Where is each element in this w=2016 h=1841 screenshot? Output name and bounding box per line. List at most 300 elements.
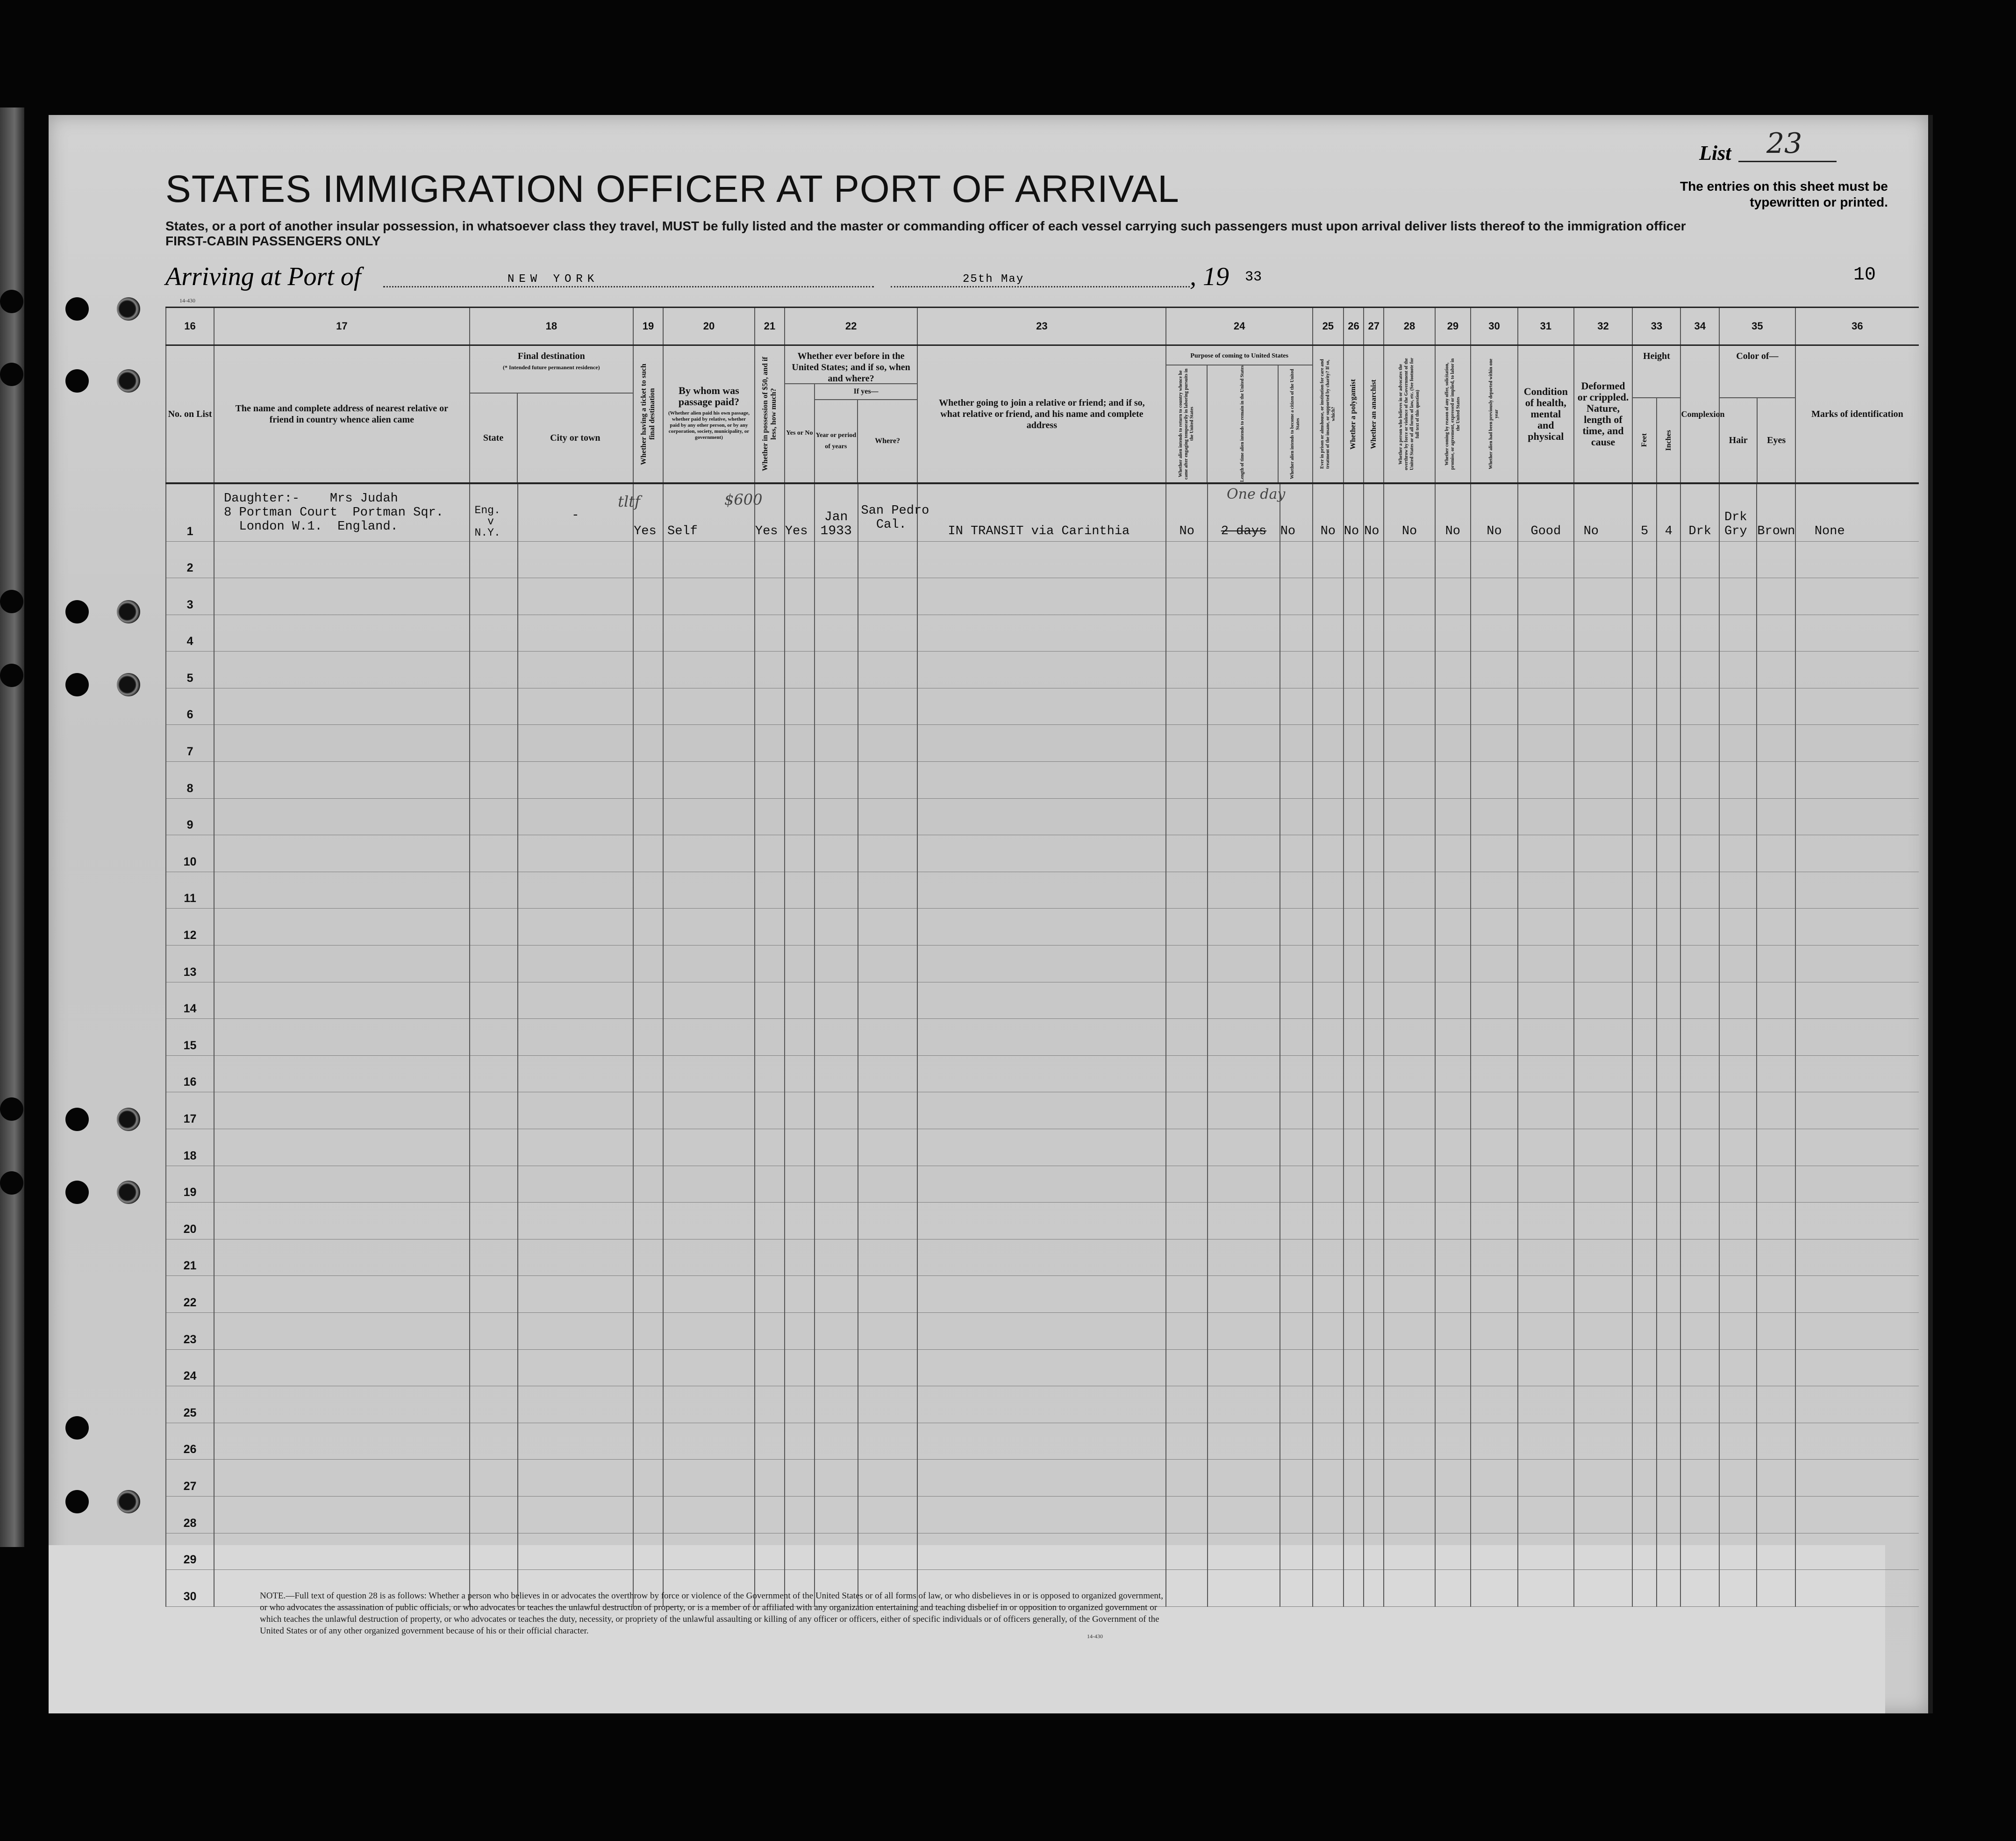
empty-cell xyxy=(1757,615,1795,652)
empty-cell xyxy=(1344,1055,1364,1092)
row-number: 24 xyxy=(166,1349,214,1386)
empty-cell xyxy=(755,1349,785,1386)
empty-cell xyxy=(1471,1570,1518,1607)
empty-cell xyxy=(1657,578,1681,615)
empty-cell xyxy=(1657,835,1681,872)
empty-cell xyxy=(1280,1460,1313,1497)
empty-cell xyxy=(917,1312,1166,1349)
empty-cell xyxy=(1208,1276,1280,1313)
colnum: 24 xyxy=(1166,308,1312,345)
empty-cell xyxy=(1518,982,1574,1019)
empty-cell xyxy=(1574,578,1633,615)
row-number: 11 xyxy=(166,872,214,909)
empty-cell xyxy=(1757,1570,1795,1607)
table-row xyxy=(166,1129,1919,1166)
empty-cell xyxy=(470,798,518,835)
empty-cell xyxy=(1166,1019,1208,1056)
empty-cell xyxy=(1680,798,1719,835)
cell-q28: No xyxy=(1384,483,1435,541)
empty-cell xyxy=(214,1055,469,1092)
empty-cell xyxy=(1518,1460,1574,1497)
table-row xyxy=(166,483,1919,541)
empty-cell xyxy=(1166,1239,1208,1276)
header-possession-50 xyxy=(755,345,785,484)
empty-cell xyxy=(1208,1496,1280,1533)
height-title: Height xyxy=(1633,346,1680,398)
empty-cell xyxy=(1632,688,1657,725)
empty-cell xyxy=(633,1019,663,1056)
empty-cell xyxy=(1280,1092,1313,1129)
empty-cell xyxy=(858,1019,918,1056)
empty-cell xyxy=(633,1239,663,1276)
table-row xyxy=(166,1092,1919,1129)
empty-cell xyxy=(214,1460,469,1497)
empty-cell xyxy=(1344,578,1364,615)
empty-cell xyxy=(1364,578,1384,615)
empty-cell xyxy=(785,1203,815,1239)
empty-cell xyxy=(815,835,858,872)
handwritten-mark: tltf xyxy=(618,493,640,510)
empty-cell xyxy=(1208,835,1280,872)
empty-cell xyxy=(1518,1312,1574,1349)
empty-cell xyxy=(785,1460,815,1497)
empty-cell xyxy=(917,798,1166,835)
empty-cell xyxy=(1471,1496,1518,1533)
empty-cell xyxy=(1384,1386,1435,1423)
empty-cell xyxy=(663,1276,755,1313)
empty-cell xyxy=(1166,1312,1208,1349)
empty-cell xyxy=(755,1239,785,1276)
empty-cell xyxy=(1471,1312,1518,1349)
empty-cell xyxy=(755,835,785,872)
empty-cell xyxy=(1471,1239,1518,1276)
empty-cell xyxy=(815,1533,858,1570)
binder-hole xyxy=(117,1181,140,1204)
empty-cell xyxy=(518,1203,633,1239)
table-row xyxy=(166,652,1919,688)
empty-cell xyxy=(1208,652,1280,688)
empty-cell xyxy=(1719,652,1757,688)
empty-cell xyxy=(1344,946,1364,982)
empty-cell xyxy=(1657,1092,1681,1129)
empty-cell xyxy=(1657,1166,1681,1203)
table-row xyxy=(166,1423,1919,1460)
cell-ticket xyxy=(618,483,663,541)
empty-cell xyxy=(858,762,918,799)
column-number-row xyxy=(166,308,1919,345)
empty-cell xyxy=(858,909,918,946)
empty-cell xyxy=(1657,1129,1681,1166)
empty-cell xyxy=(470,1386,518,1423)
empty-cell xyxy=(1680,578,1719,615)
page-title: STATES IMMIGRATION OFFICER AT PORT OF ARRIVAL xyxy=(165,168,1180,210)
empty-cell xyxy=(1632,725,1657,762)
cell-length-of-stay-text: 2 days xyxy=(1221,524,1266,538)
cell-citizen-intent: No xyxy=(1280,483,1313,541)
empty-cell xyxy=(1757,1423,1795,1460)
empty-cell xyxy=(1435,1019,1471,1056)
binder-hole xyxy=(0,1171,23,1195)
empty-cell xyxy=(1757,541,1795,578)
cabin-class: FIRST-CABIN PASSENGERS ONLY xyxy=(165,234,381,248)
empty-cell xyxy=(633,1166,663,1203)
empty-cell xyxy=(1574,1570,1633,1607)
table-row xyxy=(166,1276,1919,1313)
column-header-row xyxy=(166,345,1919,484)
empty-cell xyxy=(1364,946,1384,982)
header-polygamist-text: Whether a polygamist xyxy=(1349,379,1358,450)
cell-polygamist: No xyxy=(1344,483,1364,541)
cell-before-year-text: Jan 1933 xyxy=(820,509,852,538)
empty-cell xyxy=(1364,541,1384,578)
empty-cell xyxy=(1719,1312,1757,1349)
header-hair: Hair xyxy=(1729,435,1748,445)
empty-cell xyxy=(633,1423,663,1460)
empty-cell xyxy=(1518,578,1574,615)
empty-cell xyxy=(1795,1496,1919,1533)
empty-cell xyxy=(815,578,858,615)
empty-cell xyxy=(1657,1533,1681,1570)
empty-cell xyxy=(1435,1423,1471,1460)
year-suffix: 33 xyxy=(1245,269,1262,285)
empty-cell xyxy=(633,1460,663,1497)
empty-cell xyxy=(1471,652,1518,688)
empty-cell xyxy=(785,798,815,835)
empty-cell xyxy=(1657,762,1681,799)
empty-cell xyxy=(858,872,918,909)
cell-hair xyxy=(1719,483,1757,541)
colnum: 16 xyxy=(166,308,214,345)
binder-hole xyxy=(65,297,89,321)
empty-cell xyxy=(663,541,755,578)
empty-cell xyxy=(755,1460,785,1497)
empty-cell xyxy=(815,1239,858,1276)
empty-cell xyxy=(1518,725,1574,762)
empty-cell xyxy=(1632,1496,1657,1533)
empty-cell xyxy=(917,1423,1166,1460)
empty-cell xyxy=(1795,1239,1919,1276)
empty-cell xyxy=(1657,725,1681,762)
empty-cell xyxy=(1313,1533,1344,1570)
empty-cell xyxy=(1632,835,1657,872)
empty-cell xyxy=(1313,762,1344,799)
empty-cell xyxy=(1680,1570,1719,1607)
empty-cell xyxy=(1384,578,1435,615)
empty-cell xyxy=(1166,909,1208,946)
table-row xyxy=(166,798,1919,835)
empty-cell xyxy=(1313,1496,1344,1533)
empty-cell xyxy=(470,872,518,909)
header-health: Condition of health, mental and physical xyxy=(1518,345,1574,484)
empty-cell xyxy=(470,578,518,615)
empty-cell xyxy=(1280,909,1313,946)
empty-cell xyxy=(1518,798,1574,835)
empty-cell xyxy=(1574,835,1633,872)
empty-cell xyxy=(1166,615,1208,652)
empty-cell xyxy=(1574,1276,1633,1313)
empty-cell xyxy=(1344,798,1364,835)
row-number: 19 xyxy=(166,1166,214,1203)
empty-cell xyxy=(633,1312,663,1349)
row-number: 12 xyxy=(166,909,214,946)
empty-cell xyxy=(1364,835,1384,872)
empty-cell xyxy=(815,1312,858,1349)
empty-cell xyxy=(1208,1203,1280,1239)
empty-cell xyxy=(1313,1349,1344,1386)
empty-cell xyxy=(917,652,1166,688)
empty-cell xyxy=(1384,1166,1435,1203)
empty-cell xyxy=(785,1496,815,1533)
empty-cell xyxy=(518,1386,633,1423)
table-row xyxy=(166,982,1919,1019)
empty-cell xyxy=(858,982,918,1019)
empty-cell xyxy=(214,725,469,762)
empty-cell xyxy=(1435,541,1471,578)
empty-cell xyxy=(1632,1203,1657,1239)
empty-cell xyxy=(785,652,815,688)
table-row xyxy=(166,688,1919,725)
empty-cell xyxy=(755,872,785,909)
empty-cell xyxy=(1166,946,1208,982)
empty-cell xyxy=(785,1055,815,1092)
empty-cell xyxy=(1471,1092,1518,1129)
empty-cell xyxy=(1518,1496,1574,1533)
empty-cell xyxy=(518,1276,633,1313)
empty-cell xyxy=(1518,688,1574,725)
empty-cell xyxy=(815,688,858,725)
empty-cell xyxy=(1313,1203,1344,1239)
empty-cell xyxy=(633,946,663,982)
empty-cell xyxy=(1518,1055,1574,1092)
empty-cell xyxy=(1757,835,1795,872)
empty-cell xyxy=(1364,982,1384,1019)
empty-cell xyxy=(1280,578,1313,615)
empty-cell xyxy=(1280,615,1313,652)
empty-cell xyxy=(917,762,1166,799)
colnum: 35 xyxy=(1719,308,1795,345)
empty-cell xyxy=(1574,1460,1633,1497)
empty-cell xyxy=(1518,1092,1574,1129)
row-number: 26 xyxy=(166,1423,214,1460)
empty-cell xyxy=(1518,835,1574,872)
empty-cell xyxy=(1344,1276,1364,1313)
empty-cell xyxy=(1280,1570,1313,1607)
empty-cell xyxy=(1208,1570,1280,1607)
empty-cell xyxy=(633,1129,663,1166)
row-number: 30 xyxy=(166,1570,214,1607)
empty-cell xyxy=(755,615,785,652)
empty-cell xyxy=(1632,1166,1657,1203)
empty-cell xyxy=(1435,1092,1471,1129)
table-row xyxy=(166,1496,1919,1533)
empty-cell xyxy=(663,652,755,688)
empty-cell xyxy=(1574,872,1633,909)
empty-cell xyxy=(214,1239,469,1276)
empty-cell xyxy=(663,982,755,1019)
empty-cell xyxy=(1471,578,1518,615)
form-number: 14-430 xyxy=(179,297,195,304)
empty-cell xyxy=(1795,946,1919,982)
empty-cell xyxy=(1344,1019,1364,1056)
empty-cell xyxy=(1280,1423,1313,1460)
empty-cell xyxy=(663,1166,755,1203)
empty-cell xyxy=(470,1166,518,1203)
empty-cell xyxy=(755,1019,785,1056)
table-row xyxy=(166,1203,1919,1239)
empty-cell xyxy=(1574,1533,1633,1570)
empty-cell xyxy=(663,835,755,872)
empty-cell xyxy=(917,1055,1166,1092)
colnum: 31 xyxy=(1518,308,1574,345)
empty-cell xyxy=(1757,688,1795,725)
empty-cell xyxy=(755,1423,785,1460)
empty-cell xyxy=(1344,1312,1364,1349)
empty-cell xyxy=(1344,541,1364,578)
cell-q30: No xyxy=(1471,483,1518,541)
table-row xyxy=(166,1019,1919,1056)
empty-cell xyxy=(1657,1239,1681,1276)
empty-cell xyxy=(1632,1092,1657,1129)
empty-cell xyxy=(1364,1276,1384,1313)
empty-cell xyxy=(518,1166,633,1203)
empty-cell xyxy=(785,835,815,872)
empty-cell xyxy=(1208,946,1280,982)
empty-cell xyxy=(1471,1349,1518,1386)
empty-cell xyxy=(470,1349,518,1386)
empty-cell xyxy=(1384,1496,1435,1533)
empty-cell xyxy=(633,578,663,615)
empty-cell xyxy=(214,1386,469,1423)
empty-cell xyxy=(470,1312,518,1349)
header-complexion: Complexion xyxy=(1680,345,1719,484)
empty-cell xyxy=(1471,1276,1518,1313)
empty-cell xyxy=(1166,1496,1208,1533)
empty-cell xyxy=(1719,909,1757,946)
empty-cell xyxy=(1471,1055,1518,1092)
empty-cell xyxy=(1344,1496,1364,1533)
header-city: City or town xyxy=(517,394,633,482)
empty-cell xyxy=(518,1055,633,1092)
empty-cell xyxy=(1680,1349,1719,1386)
empty-cell xyxy=(1166,1166,1208,1203)
empty-cell xyxy=(1208,541,1280,578)
port-value: NEW YORK xyxy=(508,273,599,286)
header-polygamist xyxy=(1344,345,1364,484)
empty-cell xyxy=(1280,1276,1313,1313)
empty-cell xyxy=(1518,1349,1574,1386)
empty-cell xyxy=(1364,1570,1384,1607)
empty-cell xyxy=(1795,541,1919,578)
empty-cell xyxy=(755,1203,785,1239)
empty-cell xyxy=(1313,909,1344,946)
cell-before-year xyxy=(815,483,858,541)
empty-cell xyxy=(1680,652,1719,688)
empty-cell xyxy=(1435,1203,1471,1239)
table-row xyxy=(166,1349,1919,1386)
empty-cell xyxy=(1384,615,1435,652)
empty-cell xyxy=(1574,1166,1633,1203)
empty-cell xyxy=(1435,1533,1471,1570)
colnum: 32 xyxy=(1574,308,1633,345)
empty-cell xyxy=(1364,1055,1384,1092)
empty-cell xyxy=(785,1386,815,1423)
table-row xyxy=(166,615,1919,652)
empty-cell xyxy=(1719,725,1757,762)
colnum: 25 xyxy=(1313,308,1344,345)
empty-cell xyxy=(1280,835,1313,872)
empty-cell xyxy=(1632,578,1657,615)
empty-cell xyxy=(1574,1496,1633,1533)
empty-cell xyxy=(1680,541,1719,578)
empty-cell xyxy=(1719,1239,1757,1276)
empty-cell xyxy=(1632,872,1657,909)
empty-cell xyxy=(1471,615,1518,652)
empty-cell xyxy=(1757,1496,1795,1533)
port-dotline xyxy=(383,286,874,287)
empty-cell xyxy=(1384,982,1435,1019)
cell-city: - xyxy=(518,483,633,541)
header-prison xyxy=(1313,345,1344,484)
empty-cell xyxy=(785,615,815,652)
empty-cell xyxy=(1166,1423,1208,1460)
empty-cell xyxy=(1364,1312,1384,1349)
empty-cell xyxy=(815,1496,858,1533)
empty-cell xyxy=(858,652,918,688)
empty-cell xyxy=(1313,1166,1344,1203)
empty-cell xyxy=(785,1312,815,1349)
empty-cell xyxy=(1435,725,1471,762)
table-row xyxy=(166,578,1919,615)
empty-cell xyxy=(1384,909,1435,946)
cell-before-where-text: San Pedro Cal. xyxy=(861,503,929,532)
empty-cell xyxy=(470,541,518,578)
empty-cell xyxy=(755,541,785,578)
empty-cell xyxy=(1657,1312,1681,1349)
empty-cell xyxy=(1719,762,1757,799)
empty-cell xyxy=(1719,688,1757,725)
empty-cell xyxy=(1435,1129,1471,1166)
empty-cell xyxy=(1657,982,1681,1019)
empty-cell xyxy=(1384,1570,1435,1607)
empty-cell xyxy=(1364,1349,1384,1386)
empty-cell xyxy=(815,1423,858,1460)
header-passage-title: By whom was passage paid? xyxy=(678,384,740,408)
empty-cell xyxy=(1208,615,1280,652)
empty-cell xyxy=(1680,1203,1719,1239)
empty-cell xyxy=(663,1203,755,1239)
empty-cell xyxy=(815,1203,858,1239)
empty-cell xyxy=(518,1496,633,1533)
empty-cell xyxy=(1280,1386,1313,1423)
empty-cell xyxy=(1364,1129,1384,1166)
empty-cell xyxy=(1313,835,1344,872)
page-subtitle: States, or a port of another insular possession, in whatsoever class they travel, MUST be fully listed and the master or commanding officer of each vessel carrying such passengers must upon arrival deliver lists thereof to the immigration officer xyxy=(165,219,1686,233)
empty-cell xyxy=(663,1055,755,1092)
empty-cell xyxy=(1719,1203,1757,1239)
empty-cell xyxy=(1471,909,1518,946)
empty-cell xyxy=(663,798,755,835)
empty-cell xyxy=(858,578,918,615)
empty-cell xyxy=(663,1496,755,1533)
empty-cell xyxy=(755,762,785,799)
row-number: 20 xyxy=(166,1203,214,1239)
row-number: 10 xyxy=(166,835,214,872)
empty-cell xyxy=(1632,909,1657,946)
manifest-table xyxy=(165,307,1919,1607)
empty-cell xyxy=(214,1423,469,1460)
empty-cell xyxy=(1795,1092,1919,1129)
empty-cell xyxy=(1719,1166,1757,1203)
